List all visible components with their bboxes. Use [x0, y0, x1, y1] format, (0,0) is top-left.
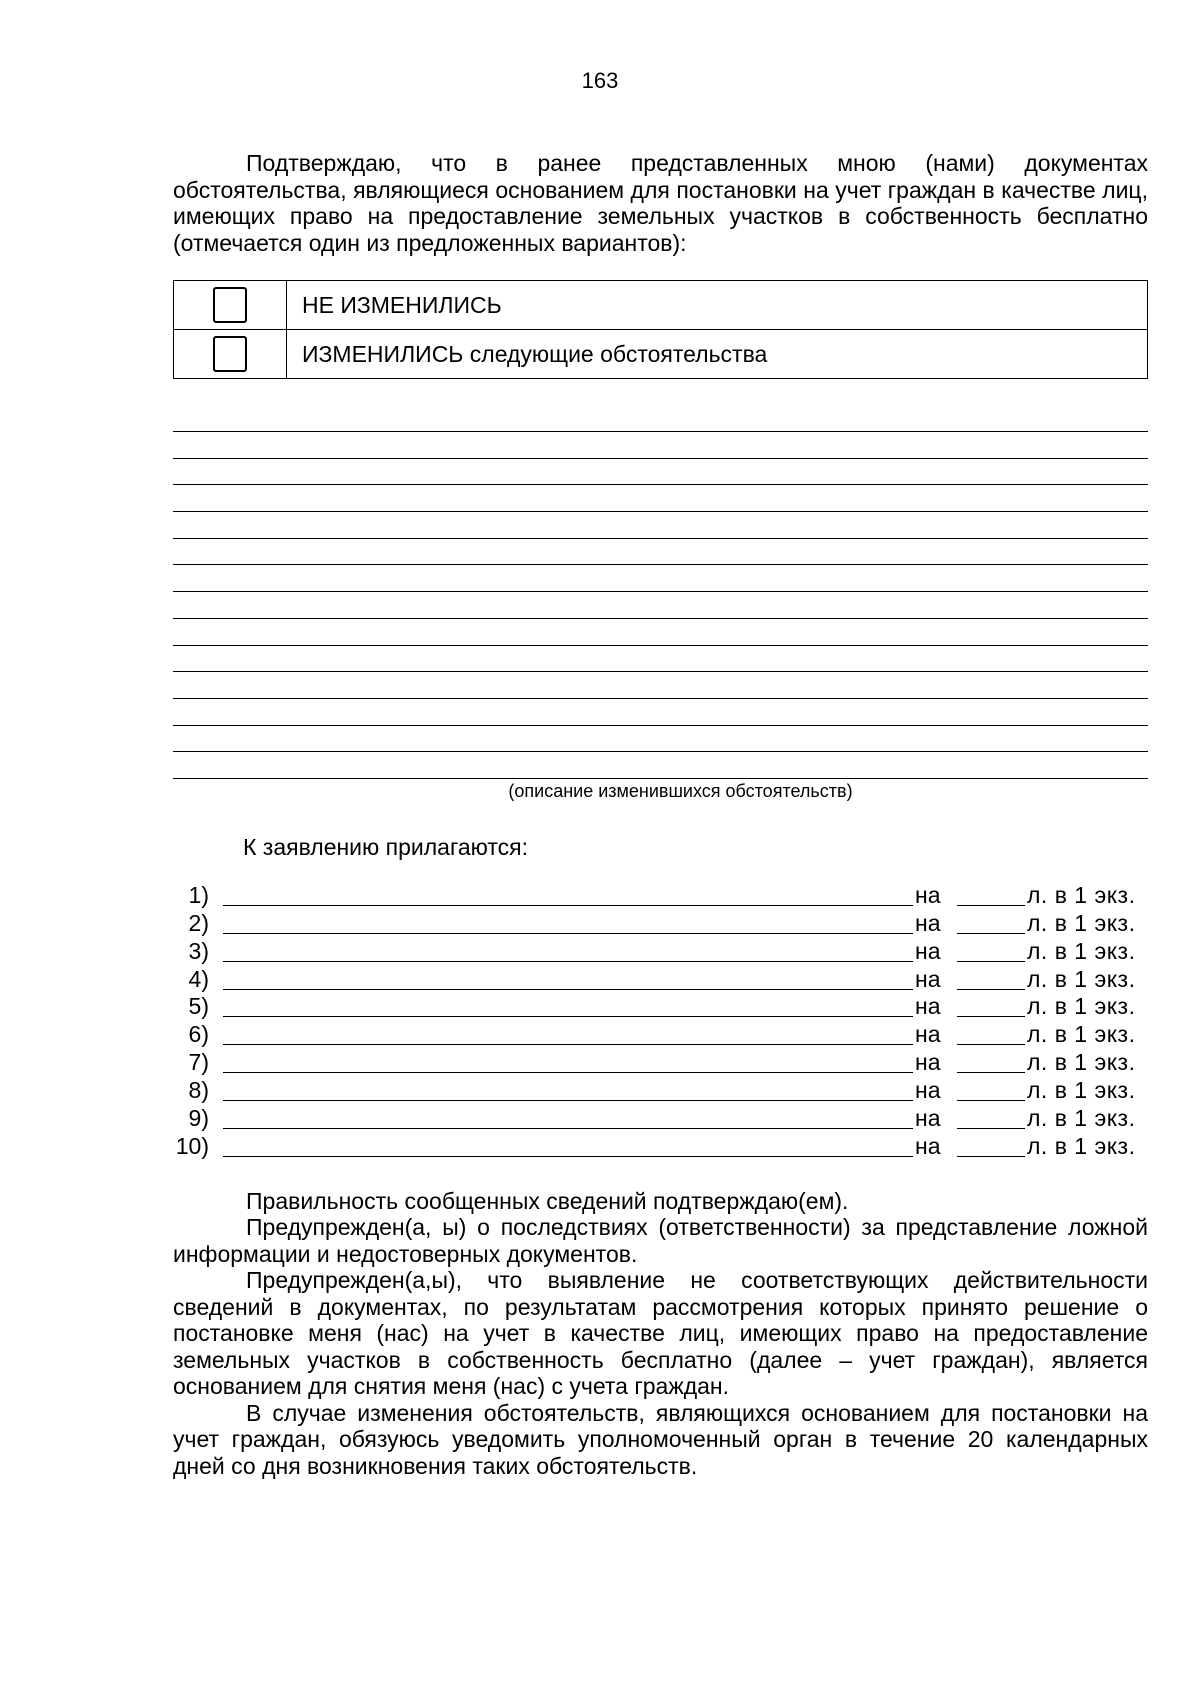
attachment-name-field[interactable]	[223, 1024, 913, 1045]
description-line[interactable]	[173, 618, 1148, 645]
attachment-number: 3)	[188, 937, 209, 964]
attachment-number: 1)	[188, 881, 209, 908]
attachment-copies-label: л. в 1 экз.	[1027, 1049, 1136, 1076]
option-row-unchanged	[174, 281, 1148, 330]
warning-deregistration-paragraph: Предупрежден(а,ы), что выявление не соответствующих действительности сведений в документах, по результатам рассмотрения которых принято решение о постановке меня (нас) на учет в качестве лиц, имеющих право на предоставление земельных участков в собственность бесплатно (далее – учет граждан), является основанием для снятия меня (нас) с учета граждан.	[173, 1267, 1148, 1400]
page-number: 163	[581, 68, 619, 93]
intro-paragraph: Подтверждаю, что в ранее представленных мною (нами) документах обстоятельства, являющиеся основанием для постановки на учет граждан в качестве лиц, имеющих право на предоставление земельных участков в собственность бесплатно (отмечается один из предложенных вариантов):	[173, 150, 1148, 256]
attachment-name-field[interactable]	[223, 1108, 913, 1129]
attachment-on-label: на	[915, 1104, 941, 1131]
description-line[interactable]	[173, 698, 1148, 725]
attachment-copies-label: л. в 1 экз.	[1027, 1104, 1136, 1131]
final-statements	[173, 1188, 1148, 1480]
circumstances-choice-table	[173, 280, 1148, 379]
attachment-pages-field[interactable]	[957, 913, 1025, 934]
attachment-on-label: на	[915, 1049, 941, 1076]
attachment-copies-label: л. в 1 экз.	[1027, 881, 1136, 908]
attachment-name-field[interactable]	[223, 941, 913, 962]
attachment-number: 8)	[188, 1077, 209, 1104]
attachment-copies-label: л. в 1 экз.	[1027, 937, 1136, 964]
attachment-on-label: на	[915, 909, 941, 936]
attachment-pages-field[interactable]	[957, 1024, 1025, 1045]
attachment-row	[173, 1076, 1148, 1104]
attachment-on-label: на	[915, 881, 941, 908]
attachment-pages-field[interactable]	[957, 1108, 1025, 1129]
attachment-copies-label: л. в 1 экз.	[1027, 965, 1136, 992]
attachment-name-field[interactable]	[223, 913, 913, 934]
description-caption: (описание изменившихся обстоятельств)	[508, 780, 853, 801]
attachment-row	[173, 1048, 1148, 1076]
description-line[interactable]	[173, 431, 1148, 458]
attachment-name-field[interactable]	[223, 885, 913, 906]
description-line[interactable]	[173, 671, 1148, 698]
description-line[interactable]	[173, 645, 1148, 672]
attachment-row	[173, 1104, 1148, 1132]
changed-checkbox[interactable]	[213, 336, 247, 372]
description-line[interactable]	[173, 511, 1148, 538]
form-content	[173, 150, 1148, 1479]
attachment-number: 4)	[188, 965, 209, 992]
attachment-on-label: на	[915, 1132, 941, 1159]
attachment-pages-field[interactable]	[957, 1080, 1025, 1101]
attachment-pages-field[interactable]	[957, 1052, 1025, 1073]
attachment-pages-field[interactable]	[957, 996, 1025, 1017]
description-line[interactable]	[173, 564, 1148, 591]
description-line[interactable]	[173, 751, 1148, 778]
attachments-list	[173, 881, 1148, 1160]
attachment-row	[173, 909, 1148, 937]
attachment-copies-label: л. в 1 экз.	[1027, 1021, 1136, 1048]
attachment-row	[173, 993, 1148, 1021]
option-label-changed: ИЗМЕНИЛИСЬ следующие обстоятельства	[287, 330, 1148, 379]
description-line[interactable]	[173, 484, 1148, 511]
attachment-name-field[interactable]	[223, 1080, 913, 1101]
attachment-name-field[interactable]	[223, 969, 913, 990]
description-line[interactable]	[173, 538, 1148, 565]
attachment-pages-field[interactable]	[957, 941, 1025, 962]
attachment-row	[173, 965, 1148, 993]
attachment-pages-field[interactable]	[957, 1136, 1025, 1157]
description-line[interactable]	[173, 725, 1148, 752]
unchanged-checkbox[interactable]	[213, 287, 247, 323]
option-row-changed	[174, 330, 1148, 379]
attachments-heading: К заявлению прилагаются:	[243, 833, 529, 860]
attachment-on-label: на	[915, 993, 941, 1020]
attachment-name-field[interactable]	[223, 1052, 913, 1073]
description-line[interactable]	[173, 778, 1148, 779]
attachment-copies-label: л. в 1 экз.	[1027, 1077, 1136, 1104]
attachment-on-label: на	[915, 1077, 941, 1104]
attachment-name-field[interactable]	[223, 996, 913, 1017]
attachment-copies-label: л. в 1 экз.	[1027, 993, 1136, 1020]
attachment-name-field[interactable]	[223, 1136, 913, 1157]
attachment-row	[173, 1132, 1148, 1160]
attachment-row	[173, 881, 1148, 909]
attachment-number: 2)	[188, 909, 209, 936]
notification-obligation-paragraph: В случае изменения обстоятельств, являющихся основанием для постановки на учет граждан, обязуюсь уведомить уполномоченный орган в течение 20 календарных дней со дня возникновения таких обстоятельств.	[173, 1399, 1148, 1479]
attachment-number: 9)	[188, 1104, 209, 1131]
description-line[interactable]	[173, 591, 1148, 618]
attachment-row	[173, 937, 1148, 965]
attachment-pages-field[interactable]	[957, 969, 1025, 990]
attachment-number: 10)	[175, 1132, 209, 1159]
attachment-number: 6)	[188, 1021, 209, 1048]
confirmation-paragraph: Правильность сообщенных сведений подтверждаю(ем).	[246, 1187, 849, 1214]
attachment-on-label: на	[915, 1021, 941, 1048]
changed-circumstances-description-area[interactable]	[173, 431, 1148, 779]
attachment-pages-field[interactable]	[957, 885, 1025, 906]
attachment-copies-label: л. в 1 экз.	[1027, 1132, 1136, 1159]
attachment-on-label: на	[915, 937, 941, 964]
attachment-row	[173, 1020, 1148, 1048]
option-label-unchanged: НЕ ИЗМЕНИЛИСЬ	[287, 281, 1148, 330]
attachment-copies-label: л. в 1 экз.	[1027, 909, 1136, 936]
attachment-on-label: на	[915, 965, 941, 992]
description-line[interactable]	[173, 458, 1148, 485]
warning-liability-paragraph: Предупрежден(а, ы) о последствиях (ответственности) за представление ложной информации и недостоверных документов.	[173, 1214, 1148, 1267]
attachment-number: 5)	[188, 993, 209, 1020]
attachment-number: 7)	[188, 1049, 209, 1076]
